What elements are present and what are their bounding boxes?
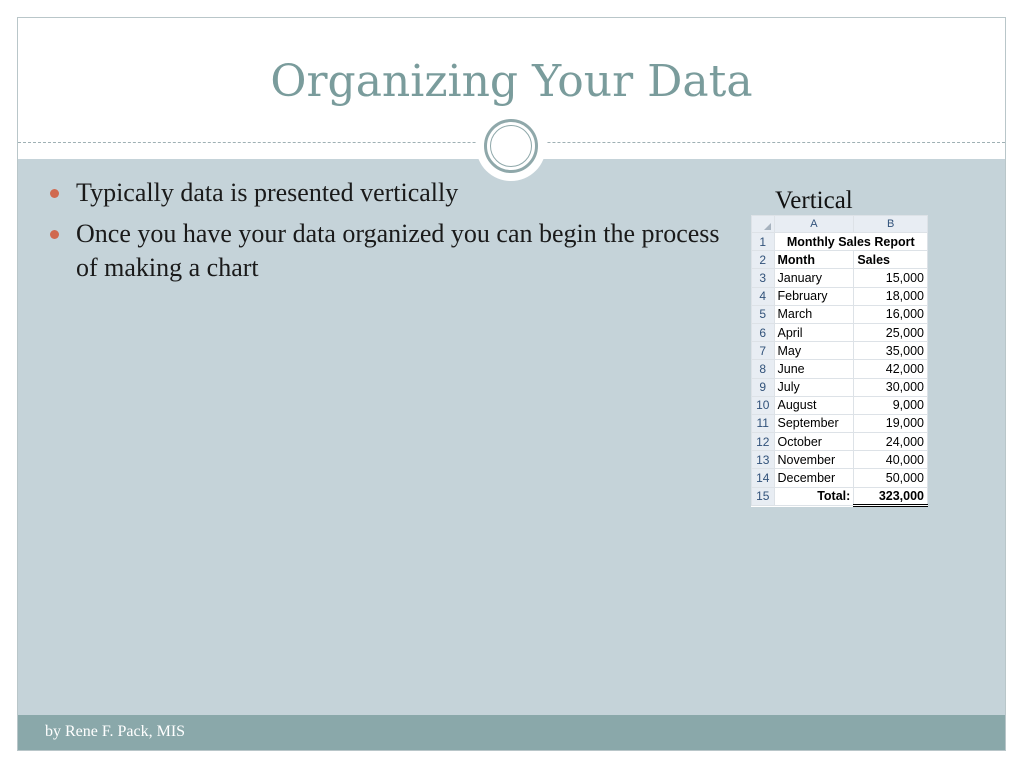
sheet-row	[752, 342, 928, 360]
month-cell: September	[774, 414, 854, 432]
row-number: 1	[752, 233, 775, 251]
sheet-row	[752, 269, 928, 287]
sheet-row	[752, 469, 928, 487]
footer-text: by Rene F. Pack, MIS	[45, 723, 186, 740]
sheet-row	[752, 323, 928, 341]
row-number: 5	[752, 305, 775, 323]
bullet-item	[46, 217, 726, 285]
sheet-row	[752, 414, 928, 432]
sheet-row	[752, 451, 928, 469]
row-number: 14	[752, 469, 775, 487]
corner-triangle-icon	[764, 223, 771, 230]
sales-cell: 19,000	[854, 414, 928, 432]
bullet-list	[46, 176, 726, 292]
sales-cell: 40,000	[854, 451, 928, 469]
month-cell: January	[774, 269, 854, 287]
month-cell: December	[774, 469, 854, 487]
row-number: 10	[752, 396, 775, 414]
bullet-icon	[50, 189, 59, 198]
sheet-total-row	[752, 487, 928, 505]
row-number: 8	[752, 360, 775, 378]
month-cell: May	[774, 342, 854, 360]
total-value-cell: 323,000	[854, 487, 928, 505]
image-label: Vertical	[775, 187, 853, 214]
month-cell: August	[774, 396, 854, 414]
bullet-icon	[50, 230, 59, 239]
total-label-cell: Total:	[774, 487, 854, 505]
row-number: 11	[752, 414, 775, 432]
row-number: 7	[752, 342, 775, 360]
spreadsheet-image	[751, 215, 928, 507]
slide-title: Organizing Your Data	[270, 56, 753, 107]
sales-cell: 15,000	[854, 269, 928, 287]
footer-bar	[18, 715, 1005, 750]
sales-cell: 9,000	[854, 396, 928, 414]
row-number: 13	[752, 451, 775, 469]
sales-cell: 35,000	[854, 342, 928, 360]
sales-header-cell: Sales	[854, 251, 928, 269]
row-number: 4	[752, 287, 775, 305]
slide	[17, 17, 1006, 751]
ornament-inner-ring	[490, 125, 532, 167]
column-header-row	[752, 216, 928, 233]
month-cell: June	[774, 360, 854, 378]
month-header-cell: Month	[774, 251, 854, 269]
sales-cell: 50,000	[854, 469, 928, 487]
month-cell: November	[774, 451, 854, 469]
column-header-a: A	[774, 216, 854, 233]
month-cell: February	[774, 287, 854, 305]
sales-cell: 16,000	[854, 305, 928, 323]
sheet-row	[752, 378, 928, 396]
bullet-text: Typically data is presented vertically	[76, 178, 459, 207]
sales-cell: 18,000	[854, 287, 928, 305]
row-number: 9	[752, 378, 775, 396]
sheet-row	[752, 433, 928, 451]
sheet-row	[752, 305, 928, 323]
month-cell: July	[774, 378, 854, 396]
month-cell: March	[774, 305, 854, 323]
sheet-row	[752, 396, 928, 414]
bullet-item	[46, 176, 726, 210]
month-cell: October	[774, 433, 854, 451]
sales-cell: 25,000	[854, 323, 928, 341]
row-number: 2	[752, 251, 775, 269]
sheet-data-rows	[752, 269, 928, 487]
sales-cell: 24,000	[854, 433, 928, 451]
row-number: 12	[752, 433, 775, 451]
column-header-b: B	[854, 216, 928, 233]
sheet-row	[752, 360, 928, 378]
bullet-text: Once you have your data organized you can begin the process of making a chart	[76, 219, 720, 282]
sales-cell: 30,000	[854, 378, 928, 396]
sheet-row	[752, 251, 928, 269]
select-all-corner	[752, 216, 775, 233]
sheet-row	[752, 287, 928, 305]
report-title-cell: Monthly Sales Report	[774, 233, 928, 251]
sales-cell: 42,000	[854, 360, 928, 378]
sheet-row	[752, 233, 928, 251]
row-number: 3	[752, 269, 775, 287]
row-number: 15	[752, 487, 775, 505]
row-number: 6	[752, 323, 775, 341]
month-cell: April	[774, 323, 854, 341]
